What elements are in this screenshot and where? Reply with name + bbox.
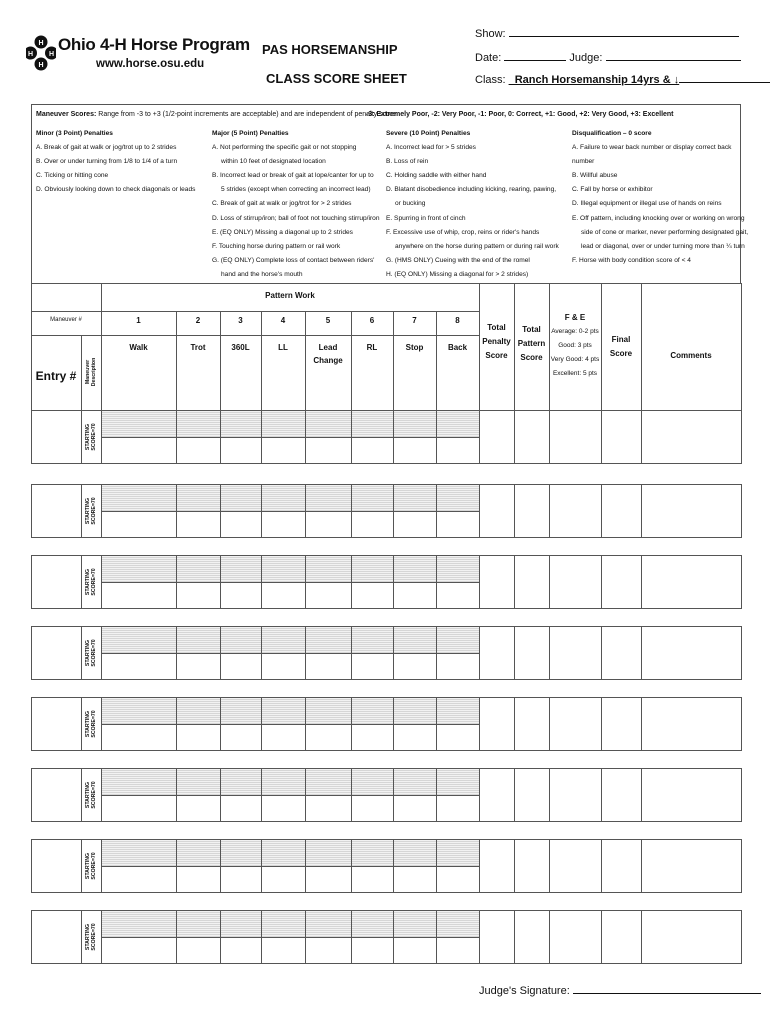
penalty-item: B. Willful abuse	[572, 172, 618, 180]
fe-score-cell[interactable]	[549, 910, 602, 964]
final-score-cell[interactable]	[601, 839, 642, 893]
penalty-cell[interactable]	[220, 795, 262, 822]
maneuver-score-cell[interactable]	[305, 768, 352, 796]
maneuver-num-label: Maneuver #	[50, 317, 82, 323]
maneuver-score-cell[interactable]	[101, 768, 177, 796]
show-line	[475, 26, 739, 40]
penalty-cell[interactable]	[436, 724, 480, 751]
maneuver-score-cell[interactable]	[393, 484, 437, 512]
penalty-item: G. (EQ ONLY) Complete loss of contact between riders'	[212, 256, 375, 264]
comments-cell[interactable]	[641, 768, 742, 822]
date-label: Date:	[475, 52, 502, 64]
maneuver-desc: 360L	[231, 343, 250, 352]
penalty-cell[interactable]	[351, 724, 394, 751]
maneuver-score-cell[interactable]	[220, 484, 262, 512]
comments-cell[interactable]	[641, 697, 742, 751]
total-penalty-cell[interactable]	[479, 839, 515, 893]
final-score-cell[interactable]	[601, 626, 642, 680]
penalty-item: G. (HMS ONLY) Cueing with the end of the romel	[386, 256, 530, 264]
maneuver-score-cell[interactable]	[393, 626, 437, 654]
maneuver-score-cell[interactable]	[436, 626, 480, 654]
maneuver-desc-label: Maneuver Description	[85, 357, 97, 387]
penalty-item: D. Illegal equipment or illegal use of hands on reins	[572, 200, 722, 208]
comments-cell[interactable]	[641, 410, 742, 464]
maneuver-score-cell[interactable]	[351, 410, 394, 438]
entry-number-cell[interactable]	[31, 910, 82, 964]
penalty-item: D. Loss of stirrup/iron; ball of foot not touching stirrup/iron	[212, 214, 380, 222]
judge-label: Judge:	[569, 52, 603, 64]
entry-number-cell[interactable]	[31, 555, 82, 609]
maneuver-score-cell[interactable]	[261, 839, 306, 867]
fe-line: Good: 3 pts	[558, 342, 592, 349]
total-pattern-cell[interactable]	[514, 410, 550, 464]
maneuver-score-cell[interactable]	[351, 626, 394, 654]
penalty-cell[interactable]	[220, 724, 262, 751]
starting-score-label: STARTING SCORE=70	[85, 496, 97, 525]
comments-label: Comments	[670, 351, 712, 360]
date-judge-line	[475, 50, 741, 64]
penalty-item: B. Loss of rein	[386, 158, 429, 166]
penalty-cell[interactable]	[305, 653, 352, 680]
header-blank-cell	[31, 283, 102, 312]
penalty-item: side of cone or marker, never performing designated gait,	[581, 228, 749, 236]
maneuver-score-cell[interactable]	[436, 839, 480, 867]
maneuver-score-cell[interactable]	[351, 484, 394, 512]
maneuver-score-cell[interactable]	[261, 555, 306, 583]
class-line	[475, 72, 770, 86]
total-pattern-cell[interactable]	[514, 555, 550, 609]
maneuver-score-cell[interactable]	[436, 410, 480, 438]
total-penalty-cell[interactable]	[479, 768, 515, 822]
penalty-item: A. Break of gait at walk or jog/trot up to 2 strides	[36, 144, 177, 152]
maneuver-desc: Trot	[190, 343, 206, 352]
maneuver-score-cell[interactable]	[305, 697, 352, 725]
penalty-cell[interactable]	[220, 582, 262, 609]
maneuver-score-cell[interactable]	[261, 768, 306, 796]
penalty-cell[interactable]	[393, 582, 437, 609]
maneuver-desc: RL	[366, 343, 378, 352]
penalty-cell[interactable]	[305, 937, 352, 964]
entry-number-cell[interactable]	[31, 697, 82, 751]
maneuver-scale: -3: Extremely Poor, -2: Very Poor, -1: Poor, 0: Correct, +1: Good, +2: Very Good, +3: Excellent	[366, 111, 674, 118]
maneuver-score-cell[interactable]	[101, 697, 177, 725]
comments-header	[641, 283, 742, 411]
total-penalty-cell[interactable]	[479, 910, 515, 964]
maneuver-score-cell[interactable]	[220, 697, 262, 725]
fe-line: Very Good: 4 pts	[550, 356, 600, 363]
penalty-cell[interactable]	[351, 582, 394, 609]
penalty-cell[interactable]	[305, 866, 352, 893]
maneuver-score-cell[interactable]	[393, 555, 437, 583]
penalty-item: lead or diagonal, over or under turning more than ¼ turn	[581, 242, 745, 250]
maneuver-score-cell[interactable]	[305, 410, 352, 438]
penalty-item: E. Off pattern, including knocking over or working on wrong	[572, 214, 745, 222]
penalty-cell[interactable]	[393, 511, 437, 538]
maneuver-score-cell[interactable]	[305, 626, 352, 654]
fe-score-cell[interactable]	[549, 626, 602, 680]
penalty-cell[interactable]	[220, 866, 262, 893]
total-penalty-cell[interactable]	[479, 555, 515, 609]
fe-score-cell[interactable]	[549, 555, 602, 609]
final-score-cell[interactable]	[601, 484, 642, 538]
penalty-cell[interactable]	[101, 724, 177, 751]
entry-number-cell[interactable]	[31, 484, 82, 538]
penalty-cell[interactable]	[261, 437, 306, 464]
maneuver-score-cell[interactable]	[176, 839, 221, 867]
total-pattern-cell[interactable]	[514, 768, 550, 822]
class-value: _Ranch Horsemanship 14yrs & ↓	[508, 74, 680, 86]
maneuver-score-cell[interactable]	[393, 910, 437, 938]
maneuver-score-cell[interactable]	[393, 697, 437, 725]
penalty-cell[interactable]	[261, 653, 306, 680]
penalty-rules-box	[31, 104, 749, 284]
maneuver-score-cell[interactable]	[176, 484, 221, 512]
maneuver-score-cell[interactable]	[220, 555, 262, 583]
penalty-cell[interactable]	[176, 653, 221, 680]
penalty-cell[interactable]	[176, 724, 221, 751]
penalty-item: A. Not performing the specific gait or not stopping	[212, 144, 357, 152]
minor-penalties	[36, 127, 195, 197]
class-label: Class:	[475, 74, 506, 86]
penalty-cell[interactable]	[436, 866, 480, 893]
penalty-cell[interactable]	[305, 795, 352, 822]
maneuver-score-cell[interactable]	[220, 839, 262, 867]
total-penalty-cell[interactable]	[479, 484, 515, 538]
maneuver-score-cell[interactable]	[220, 768, 262, 796]
maneuver-score-cell[interactable]	[176, 697, 221, 725]
maneuver-score-cell[interactable]	[220, 410, 262, 438]
document-subtitle: CLASS SCORE SHEET	[266, 71, 407, 86]
penalty-cell[interactable]	[101, 653, 177, 680]
penalty-cell[interactable]	[176, 866, 221, 893]
final-score-cell[interactable]	[601, 697, 642, 751]
maneuver-score-cell[interactable]	[351, 910, 394, 938]
penalty-cell[interactable]	[351, 866, 394, 893]
maneuver-desc: LL	[278, 343, 288, 352]
penalty-cell[interactable]	[101, 437, 177, 464]
maneuver-num: 5	[325, 316, 331, 325]
penalty-cell[interactable]	[261, 582, 306, 609]
penalty-cell[interactable]	[305, 437, 352, 464]
penalty-item: E. Spurring in front of cinch	[386, 214, 466, 222]
maneuver-score-cell[interactable]	[101, 910, 177, 938]
starting-score-label: STARTING SCORE=70	[85, 638, 97, 667]
penalty-cell[interactable]	[176, 937, 221, 964]
maneuver-score-cell[interactable]	[436, 768, 480, 796]
penalty-cell[interactable]	[261, 866, 306, 893]
maneuver-scores-note	[36, 111, 398, 118]
penalty-cell[interactable]	[436, 511, 480, 538]
maneuver-score-cell[interactable]	[436, 555, 480, 583]
penalty-heading: Disqualification – 0 score	[572, 130, 652, 137]
penalty-cell[interactable]	[176, 795, 221, 822]
maneuver-scores-label: Maneuver Scores:	[36, 111, 97, 118]
penalty-cell[interactable]	[436, 653, 480, 680]
maneuver-score-cell[interactable]	[305, 910, 352, 938]
total-pattern-label: Total Pattern Score	[517, 325, 546, 362]
maneuver-score-cell[interactable]	[176, 910, 221, 938]
final-score-cell[interactable]	[601, 555, 642, 609]
penalty-cell[interactable]	[101, 866, 177, 893]
maneuver-score-cell[interactable]	[393, 768, 437, 796]
penalty-heading: Minor (3 Point) Penalties	[36, 130, 113, 137]
maneuver-score-cell[interactable]	[101, 484, 177, 512]
penalty-cell[interactable]	[261, 724, 306, 751]
starting-score-label: STARTING SCORE=70	[85, 567, 97, 596]
penalty-cell[interactable]	[351, 437, 394, 464]
penalty-item: number	[572, 158, 595, 166]
fe-score-cell[interactable]	[549, 484, 602, 538]
svg-text:H: H	[27, 51, 34, 58]
fe-line: Average: 0-2 pts	[551, 328, 599, 335]
starting-score-label: STARTING SCORE=70	[85, 422, 97, 451]
fe-line: Excellent: 5 pts	[552, 370, 598, 377]
maneuver-score-cell[interactable]	[220, 910, 262, 938]
penalty-cell[interactable]	[436, 937, 480, 964]
starting-score-label: STARTING SCORE=70	[85, 922, 97, 951]
total-penalty-cell[interactable]	[479, 626, 515, 680]
maneuver-score-cell[interactable]	[261, 484, 306, 512]
total-penalty-cell[interactable]	[479, 697, 515, 751]
total-pattern-cell[interactable]	[514, 626, 550, 680]
class-field[interactable]	[679, 72, 770, 83]
maneuver-score-cell[interactable]	[351, 839, 394, 867]
penalty-item: F. Touching horse during pattern or rail work	[212, 242, 341, 250]
penalty-item: C. Fall by horse or exhibitor	[572, 186, 653, 194]
penalty-cell[interactable]	[393, 795, 437, 822]
signature-field[interactable]	[573, 983, 761, 994]
severe-penalties	[386, 127, 559, 282]
maneuver-score-cell[interactable]	[436, 697, 480, 725]
maneuver-score-cell[interactable]	[261, 626, 306, 654]
starting-score-label: STARTING SCORE=70	[85, 709, 97, 738]
maneuver-score-cell[interactable]	[436, 910, 480, 938]
penalty-cell[interactable]	[261, 511, 306, 538]
penalty-item: H. (EQ ONLY) Missing a diagonal for > 2 strides)	[386, 270, 529, 278]
penalty-cell[interactable]	[436, 582, 480, 609]
final-score-cell[interactable]	[601, 410, 642, 464]
fe-score-cell[interactable]	[549, 410, 602, 464]
penalty-item: E. (EQ ONLY) Missing a diagonal up to 2 strides	[212, 228, 353, 236]
final-score-cell[interactable]	[601, 910, 642, 964]
penalty-item: A. Incorrect lead for > 5 strides	[386, 144, 476, 152]
svg-text:H: H	[48, 51, 55, 58]
pattern-work-label: Pattern Work	[265, 291, 315, 300]
penalty-cell[interactable]	[305, 511, 352, 538]
maneuver-desc: Back	[447, 343, 468, 352]
comments-cell[interactable]	[641, 626, 742, 680]
maneuver-score-cell[interactable]	[220, 626, 262, 654]
penalty-cell[interactable]	[101, 937, 177, 964]
major-penalties	[212, 127, 380, 282]
maneuver-score-cell[interactable]	[176, 626, 221, 654]
penalty-item: D. Blatant disobedience including kicking, rearing, pawing,	[386, 186, 557, 194]
penalty-item: A. Failure to wear back number or display correct back	[572, 144, 732, 152]
penalty-cell[interactable]	[393, 437, 437, 464]
penalty-cell[interactable]	[261, 937, 306, 964]
maneuver-score-cell[interactable]	[101, 410, 177, 438]
penalty-cell[interactable]	[305, 724, 352, 751]
fe-label: F & E	[564, 313, 586, 322]
maneuver-scores-text: Range from -3 to +3 (1/2-point increments are acceptable) and are independent of penalty score.	[98, 111, 399, 118]
penalty-cell[interactable]	[393, 866, 437, 893]
entry-number-cell[interactable]	[31, 839, 82, 893]
maneuver-score-cell[interactable]	[351, 768, 394, 796]
penalty-cell[interactable]	[101, 795, 177, 822]
penalty-cell[interactable]	[176, 511, 221, 538]
fe-score-cell[interactable]	[549, 768, 602, 822]
penalty-cell[interactable]	[351, 653, 394, 680]
maneuver-num: 7	[412, 316, 417, 325]
penalty-item: C. Ticking or hitting cone	[36, 172, 109, 180]
penalty-cell[interactable]	[176, 582, 221, 609]
penalty-cell[interactable]	[101, 511, 177, 538]
total-pattern-cell[interactable]	[514, 910, 550, 964]
maneuver-desc: Stop	[405, 343, 424, 352]
penalty-cell[interactable]	[305, 582, 352, 609]
maneuver-num: 2	[195, 316, 201, 325]
penalty-item: within 10 feet of designated location	[221, 158, 326, 166]
penalty-item: F. Horse with body condition score of < 4	[572, 256, 691, 264]
penalty-cell[interactable]	[393, 653, 437, 680]
maneuver-score-cell[interactable]	[393, 839, 437, 867]
document-title: PAS HORSEMANSHIP	[262, 42, 398, 57]
signature-line	[479, 983, 761, 997]
total-penalty-label: Total Penalty Score	[482, 323, 511, 360]
penalty-cell[interactable]	[351, 937, 394, 964]
penalty-item: 5 strides (except when correcting an incorrect lead)	[221, 186, 371, 194]
penalty-item: B. Incorrect lead or break of gait at lope/canter for up to	[212, 172, 374, 180]
maneuver-score-cell[interactable]	[261, 910, 306, 938]
clover-logo-icon	[26, 34, 56, 76]
penalty-cell[interactable]	[261, 795, 306, 822]
show-label: Show:	[475, 28, 506, 40]
show-field[interactable]	[509, 26, 739, 37]
penalty-item: B. Over or under turning from 1/8 to 1/4 of a turn	[36, 158, 178, 166]
penalty-item: C. Break of gait at walk or jog/trot for > 2 strides	[212, 200, 352, 208]
maneuver-score-cell[interactable]	[261, 697, 306, 725]
penalty-cell[interactable]	[220, 511, 262, 538]
maneuver-score-cell[interactable]	[101, 626, 177, 654]
penalty-cell[interactable]	[436, 437, 480, 464]
final-score-label: Final Score	[609, 335, 633, 358]
maneuver-score-cell[interactable]	[305, 555, 352, 583]
final-score-cell[interactable]	[601, 768, 642, 822]
maneuver-score-cell[interactable]	[305, 839, 352, 867]
entry-number-cell[interactable]	[31, 410, 82, 464]
penalty-cell[interactable]	[436, 795, 480, 822]
entry-label: Entry #	[35, 369, 77, 383]
penalty-item: C. Holding saddle with either hand	[386, 172, 487, 180]
total-pattern-cell[interactable]	[514, 484, 550, 538]
maneuver-score-cell[interactable]	[351, 555, 394, 583]
maneuver-num: 4	[280, 316, 286, 325]
penalty-cell[interactable]	[393, 724, 437, 751]
org-url: www.horse.osu.edu	[96, 58, 205, 70]
comments-cell[interactable]	[641, 839, 742, 893]
maneuver-score-cell[interactable]	[436, 484, 480, 512]
maneuver-score-cell[interactable]	[176, 555, 221, 583]
maneuver-score-cell[interactable]	[351, 697, 394, 725]
signature-label: Judge's Signature:	[479, 985, 570, 997]
maneuver-score-cell[interactable]	[305, 484, 352, 512]
penalty-cell[interactable]	[220, 437, 262, 464]
comments-cell[interactable]	[641, 910, 742, 964]
entry-number-cell[interactable]	[31, 768, 82, 822]
maneuver-num: 6	[369, 316, 375, 325]
disqualification-list	[572, 127, 748, 268]
judge-field[interactable]	[606, 50, 741, 61]
maneuver-num: 3	[238, 316, 243, 325]
fe-score-cell[interactable]	[549, 697, 602, 751]
penalty-item: hand and the horse's mouth	[221, 270, 303, 278]
comments-cell[interactable]	[641, 555, 742, 609]
org-name: Ohio 4-H Horse Program	[58, 35, 250, 54]
maneuver-score-cell[interactable]	[101, 555, 177, 583]
penalty-item: or bucking	[395, 200, 426, 208]
maneuver-score-cell[interactable]	[393, 410, 437, 438]
penalty-item: anywhere on the horse during pattern or during rail work	[395, 242, 559, 250]
comments-cell[interactable]	[641, 484, 742, 538]
total-penalty-cell[interactable]	[479, 410, 515, 464]
starting-score-label: STARTING SCORE=70	[85, 780, 97, 809]
maneuver-score-cell[interactable]	[176, 410, 221, 438]
maneuver-score-cell[interactable]	[261, 410, 306, 438]
starting-score-label: STARTING SCORE=70	[85, 851, 97, 880]
fe-score-cell[interactable]	[549, 839, 602, 893]
svg-text:H: H	[38, 40, 44, 47]
penalty-item: D. Obviously looking down to check diagonals or leads	[36, 186, 196, 194]
maneuver-score-cell[interactable]	[176, 768, 221, 796]
penalty-cell[interactable]	[351, 511, 394, 538]
penalty-heading: Severe (10 Point) Penalties	[386, 130, 471, 137]
penalty-cell[interactable]	[393, 937, 437, 964]
maneuver-num-label-cell	[31, 311, 102, 336]
svg-text:H: H	[38, 62, 44, 69]
date-field[interactable]	[504, 50, 566, 61]
total-pattern-cell[interactable]	[514, 697, 550, 751]
maneuver-desc: Walk	[129, 343, 148, 352]
maneuver-score-cell[interactable]	[101, 839, 177, 867]
penalty-item: F. Excessive use of whip, crop, reins or rider's hands	[386, 228, 540, 236]
maneuver-desc: Lead Change	[313, 343, 343, 365]
entry-number-cell[interactable]	[31, 626, 82, 680]
penalty-cell[interactable]	[220, 937, 262, 964]
penalty-heading: Major (5 Point) Penalties	[212, 130, 289, 137]
maneuver-num: 8	[455, 316, 460, 325]
penalty-cell[interactable]	[101, 582, 177, 609]
total-pattern-cell[interactable]	[514, 839, 550, 893]
penalty-cell[interactable]	[176, 437, 221, 464]
penalty-cell[interactable]	[351, 795, 394, 822]
penalty-cell[interactable]	[220, 653, 262, 680]
maneuver-num: 1	[136, 316, 141, 325]
